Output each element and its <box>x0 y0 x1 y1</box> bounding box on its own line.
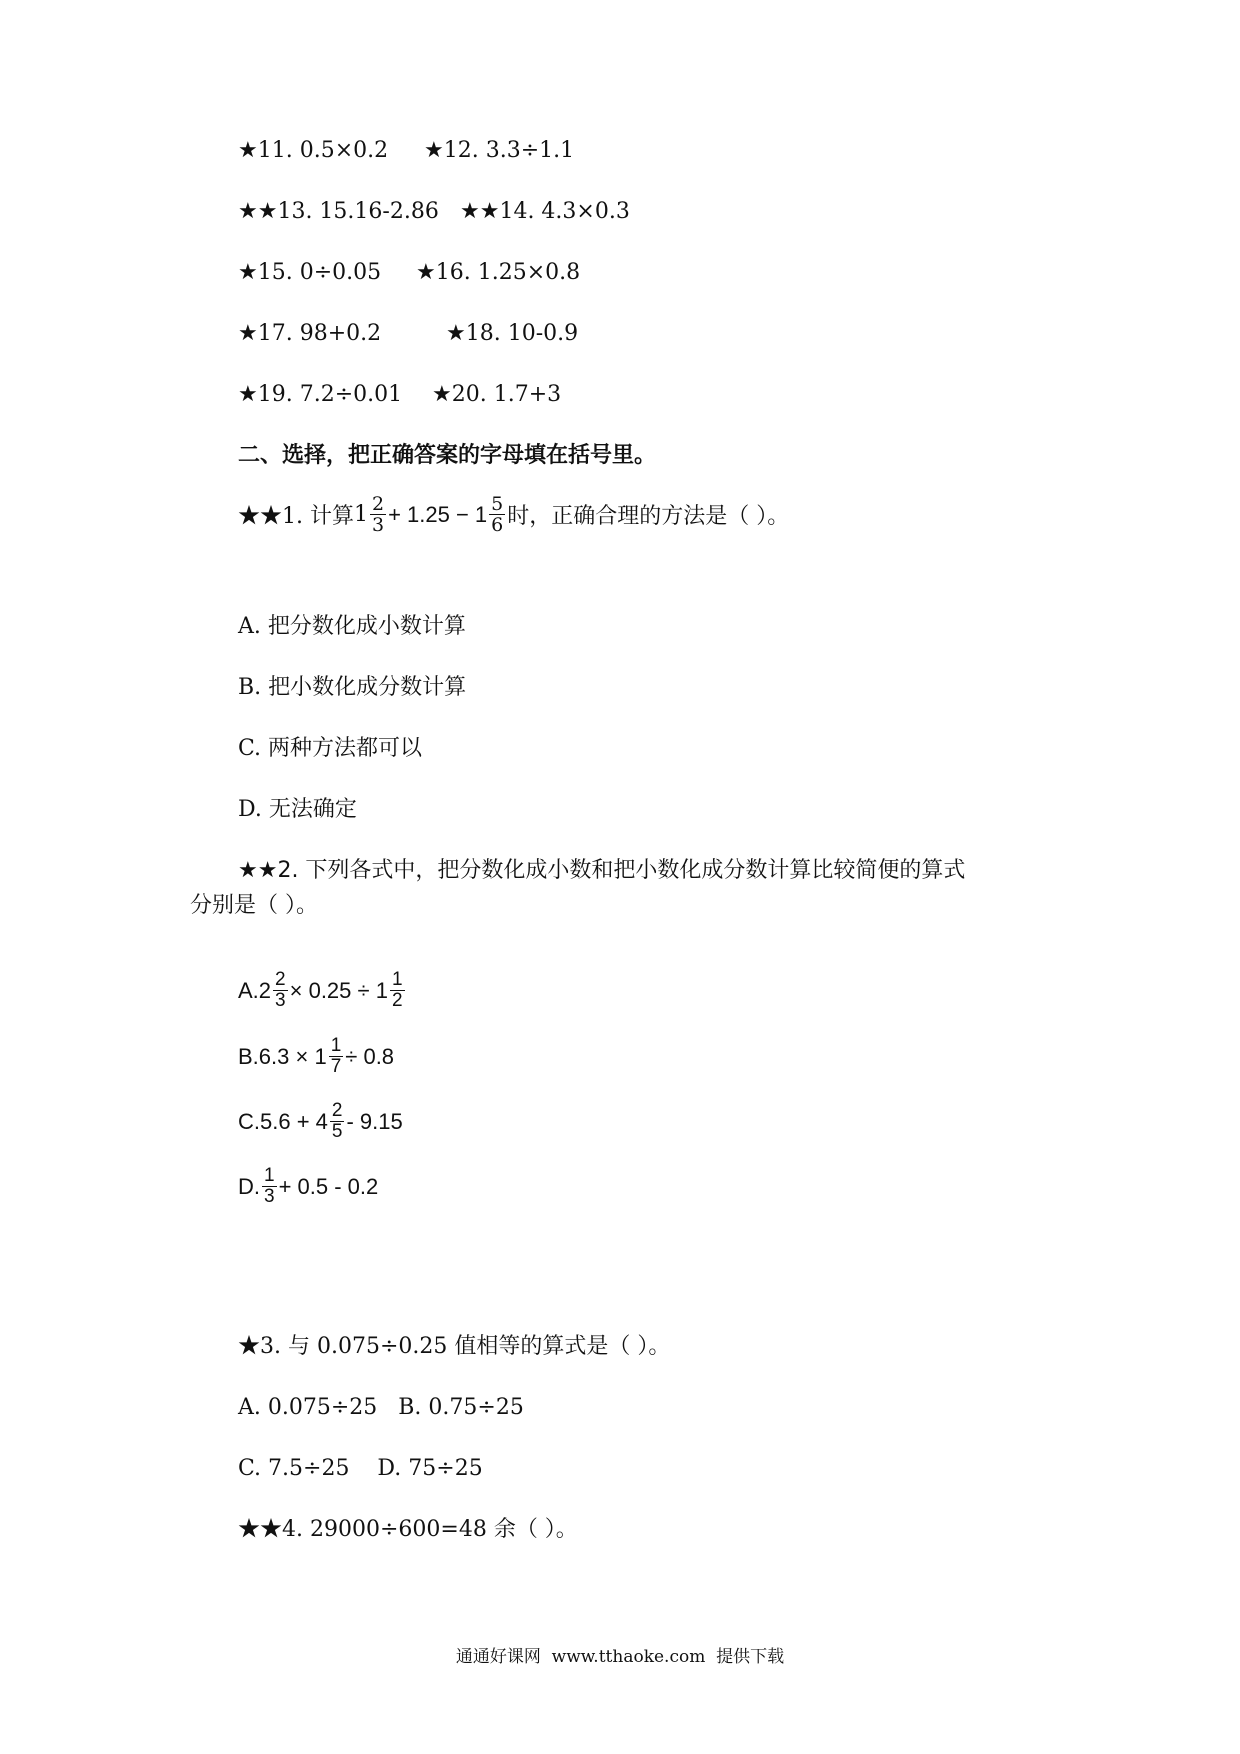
calc-item: ★17. 98+0.2 <box>238 321 382 346</box>
whole: 2 <box>258 977 272 1003</box>
question-1 <box>238 494 789 535</box>
q1-option-a: A. 把分数化成小数计算 <box>238 614 466 639</box>
calc-item: ★20. 1.7+3 <box>432 382 562 407</box>
denominator: 3 <box>275 990 286 1011</box>
q2-option-a <box>238 970 407 1011</box>
calc-item: ★16. 1.25×0.8 <box>416 260 581 285</box>
calc-item: ★11. 0.5×0.2 <box>238 138 389 163</box>
calc-item: ★12. 3.3÷1.1 <box>424 138 575 163</box>
option-label: A. <box>238 977 259 1003</box>
q1-suffix: 时，正确合理的方法是（ ）。 <box>507 504 790 529</box>
post: + 0.5 - 0.2 <box>278 1173 379 1199</box>
fraction <box>273 970 288 1011</box>
numerator: 2 <box>275 969 286 990</box>
fraction <box>262 1166 277 1207</box>
numerator: 1 <box>391 969 403 990</box>
numerator: 1 <box>264 1165 275 1186</box>
option-label: C. <box>238 1108 260 1134</box>
calc-item: ★★13. 15.16-2.86 <box>238 199 439 224</box>
denominator: 3 <box>371 514 385 536</box>
calc-item: ★19. 7.2÷0.01 <box>238 382 403 407</box>
section-title: 二、选择，把正确答案的字母填在括号里。 <box>238 443 657 468</box>
denominator: 5 <box>331 1121 343 1142</box>
q1-fraction-1 <box>370 494 386 535</box>
q3-options-line2: C. 7.5÷25 D. 75÷25 <box>238 1456 483 1481</box>
numerator: 2 <box>331 1100 343 1121</box>
q1-middle: + 1.25 − 1 <box>388 501 488 527</box>
q2-option-d <box>238 1166 378 1207</box>
fraction <box>329 1036 344 1077</box>
q2-text-line1: ★★2. 下列各式中，把分数化成小数和把小数化成分数计算比较简便的算式 <box>238 858 966 883</box>
denominator: 3 <box>264 1186 275 1207</box>
q1-fraction-2 <box>489 494 505 535</box>
numerator: 5 <box>491 493 504 515</box>
q1-whole: 1 <box>353 502 368 527</box>
calc-item: ★18. 10-0.9 <box>446 321 579 346</box>
fraction <box>390 970 405 1011</box>
denominator: 6 <box>491 514 504 536</box>
fraction <box>330 1101 345 1142</box>
page-footer: 通通好课网 www.tthaoke.com 提供下载 <box>455 1647 785 1667</box>
post: - 9.15 <box>346 1108 403 1134</box>
pre: 6.3 × 1 <box>258 1043 327 1069</box>
q1-option-c: C. 两种方法都可以 <box>238 736 423 761</box>
q2-option-c <box>238 1101 403 1142</box>
option-label: B. <box>238 1043 259 1069</box>
pre: 5.6 + 4 <box>260 1108 328 1134</box>
q4-text: ★★4. 29000÷600=48 余（ ）。 <box>238 1517 578 1542</box>
q2-text-line2: 分别是（ ）。 <box>190 893 318 918</box>
q1-option-b: B. 把小数化成分数计算 <box>238 675 467 700</box>
q1-prefix: ★★1. 计算 <box>238 504 354 529</box>
calc-item: ★15. 0÷0.05 <box>238 260 382 285</box>
denominator: 7 <box>330 1056 342 1077</box>
q3-text: ★3. 与 0.075÷0.25 值相等的算式是（ ）。 <box>238 1334 671 1359</box>
calc-item: ★★14. 4.3×0.3 <box>460 199 630 224</box>
q3-options-line1: A. 0.075÷25 B. 0.75÷25 <box>238 1395 524 1420</box>
q2-option-b <box>238 1036 394 1077</box>
post: ÷ 0.8 <box>345 1043 395 1069</box>
middle: × 0.25 ÷ 1 <box>289 977 388 1003</box>
option-label: D. <box>238 1173 260 1199</box>
numerator: 1 <box>330 1035 342 1056</box>
numerator: 2 <box>371 493 385 515</box>
q1-option-d: D. 无法确定 <box>238 797 357 822</box>
denominator: 2 <box>391 990 403 1011</box>
